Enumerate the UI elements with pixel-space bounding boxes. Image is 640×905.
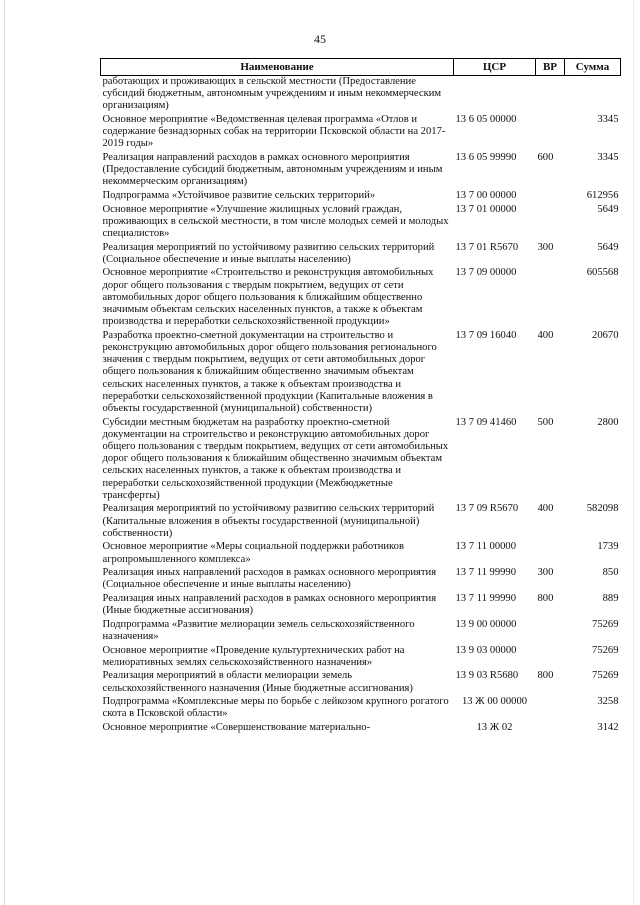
row-name: Основное мероприятие «Проведение культуртехнических работ на мелиоративных землях сельскохозяйственного назначения» [102, 644, 405, 668]
row-sum: 20670 [592, 329, 619, 341]
header-vr: ВР [536, 59, 565, 76]
row-sum: 3345 [597, 114, 619, 125]
row-sum: 3345 [597, 152, 619, 163]
row-csr: 13 7 01 R5670 [455, 241, 519, 253]
table-row [101, 670, 621, 696]
row-csr: 13 9 00 00000 [455, 618, 517, 630]
table-row [101, 696, 621, 722]
row-name: работающих и проживающих в сельской местности (Предоставление субсидий бюджетным, автономным учреждениям и иным некоммерческим организациям) [102, 76, 442, 112]
row-csr: 13 Ж 02 [476, 722, 513, 733]
budget-table [100, 58, 621, 736]
table-row [101, 242, 621, 268]
row-sum: 5649 [597, 241, 619, 253]
row-sum: 75269 [592, 670, 619, 682]
row-sum: 2800 [597, 416, 619, 428]
row-sum: 75269 [592, 618, 619, 630]
table-row [101, 503, 621, 541]
row-csr: 13 6 05 00000 [455, 114, 517, 125]
table-row [101, 190, 621, 204]
row-csr: 13 7 09 41460 [455, 416, 517, 428]
row-sum: 612956 [586, 190, 619, 201]
row-name: Основное мероприятие «Улучшение жилищных условий граждан, проживающих в сельской местности, в том числе молодых семей и молодых специалистов» [102, 203, 449, 239]
table-row [101, 645, 621, 671]
row-vr [536, 204, 565, 242]
table-header-row [101, 59, 621, 76]
row-name: Реализация мероприятий по устойчивому развитию сельских территорий (Социальное обеспечение и иные выплаты населению) [102, 241, 435, 265]
row-vr [536, 696, 565, 722]
row-csr [454, 76, 536, 115]
table-row [101, 114, 621, 152]
table-row [101, 267, 621, 329]
row-vr [536, 114, 565, 152]
row-vr [536, 619, 565, 645]
row-name: Реализация мероприятий в области мелиорации земель сельскохозяйственного назначения (Иные бюджетные ассигнования) [102, 670, 413, 694]
row-sum: 3258 [597, 696, 619, 708]
row-csr: 13 7 11 99990 [455, 567, 517, 579]
header-csr: ЦСР [454, 59, 536, 76]
row-vr [536, 541, 565, 567]
row-sum: 582098 [586, 503, 619, 515]
row-name: Подпрограмма «Устойчивое развитие сельских территорий» [102, 190, 376, 201]
row-name: Реализация иных направлений расходов в рамках основного мероприятия (Иные бюджетные ассигнования) [102, 593, 437, 617]
row-csr: 13 6 05 99990 [455, 152, 517, 163]
table-body [101, 76, 621, 736]
row-sum: 5649 [597, 203, 619, 215]
row-vr: 800 [537, 593, 554, 605]
table-row [101, 593, 621, 619]
row-csr: 13 7 11 99990 [455, 593, 517, 605]
row-csr: 13 9 03 00000 [455, 644, 517, 656]
table-row [101, 619, 621, 645]
row-vr: 400 [537, 503, 554, 515]
row-name: Подпрограмма «Комплексные меры по борьбе с лейкозом крупного рогатого скота в Псковской области» [102, 696, 449, 720]
row-csr: 13 7 00 00000 [455, 190, 517, 201]
row-name: Реализация иных направлений расходов в рамках основного мероприятия (Социальное обеспечение и иные выплаты населению) [102, 567, 437, 591]
row-sum: 605568 [586, 267, 619, 279]
row-vr: 500 [537, 416, 554, 428]
scan-left-edge [4, 0, 5, 905]
scan-right-edge [633, 0, 634, 905]
row-vr: 300 [537, 241, 554, 253]
row-vr [536, 76, 565, 115]
row-vr: 400 [537, 329, 554, 341]
row-name: Реализация направлений расходов в рамках основного мероприятия (Предоставление субсидий бюджетным, автономным учреждениям и иным некоммерческим организациям) [102, 152, 443, 188]
row-sum: 75269 [592, 644, 619, 656]
row-csr: 13 Ж 00 00000 [461, 696, 528, 708]
table-row [101, 722, 621, 736]
header-name: Наименование [101, 59, 454, 76]
table-row [101, 330, 621, 417]
row-name: Основное мероприятие «Меры социальной поддержки работников агропромышленного комплекса» [102, 541, 404, 565]
row-vr [536, 722, 565, 736]
row-csr: 13 7 11 00000 [455, 541, 517, 553]
row-vr [536, 645, 565, 671]
table-row [101, 204, 621, 242]
row-csr: 13 9 03 R5680 [455, 670, 519, 682]
row-sum: 850 [602, 567, 619, 579]
row-name: Подпрограмма «Развитие мелиорации земель сельскохозяйственного назначения» [102, 618, 415, 643]
table-row [101, 417, 621, 504]
row-name: Основное мероприятие «Ведомственная целевая программа «Отлов и содержание безнадзорных собак на территории Псковской области на 2017-2019 годы» [102, 114, 446, 150]
row-sum: 889 [602, 593, 619, 605]
table-row [101, 567, 621, 593]
row-name: Основное мероприятие «Строительство и реконструкция автомобильных дорог общего пользования с твердым покрытием, ведущих от сети автомобильных дорог общего пользования к ближайшим общественно значимым объектам сельских населенных пунктов, а также к объектам производства и переработки сельскохозяйственной продукции» [102, 267, 434, 328]
page-number: 45 [314, 32, 326, 46]
row-name: Реализация мероприятий по устойчивому развитию сельских территорий (Капитальные вложения в объекты государственной (муниципальной) собственности) [102, 503, 435, 539]
row-vr: 600 [537, 152, 554, 163]
table-row [101, 152, 621, 190]
row-name: Субсидии местным бюджетам на разработку проектно-сметной документации на строительство и реконструкцию автомобильных дорог общего пользования с твердым покрытием, ведущих от сети автомобильных дорог общего пользования к ближайшим общественно значимым объектам сельских населенных пунктов, а также к объектам производства и переработки сельскохозяйственной продукции (Межбюджетные трансферты) [102, 416, 449, 501]
row-csr: 13 7 09 16040 [455, 329, 517, 341]
row-sum [565, 76, 621, 115]
budget-table-container [100, 58, 620, 736]
row-csr: 13 7 09 R5670 [455, 503, 519, 515]
row-name: Разработка проектно-сметной документации на строительство и реконструкцию автомобильных дорог общего пользования регионального значения с твердым покрытием, ведущих от сети автомобильных дорог общего пользования к ближайшим общественно значимым объектам сельских населенных пунктов, а также к объектам производства и переработки сельскохозяйственной продукции (Капитальные вложения в объекты государственной (муниципальной) собственности) [102, 329, 437, 415]
table-row [101, 541, 621, 567]
row-csr: 13 7 09 00000 [455, 267, 517, 279]
row-sum: 1739 [597, 541, 619, 553]
row-vr [536, 190, 565, 204]
header-sum: Сумма [565, 59, 621, 76]
row-vr: 300 [537, 567, 554, 579]
row-vr: 800 [537, 670, 554, 682]
row-csr: 13 7 01 00000 [455, 203, 517, 215]
row-sum: 3142 [597, 722, 619, 733]
row-name: Основное мероприятие «Совершенствование материально- [102, 722, 371, 733]
row-vr [536, 267, 565, 329]
table-row [101, 76, 621, 115]
